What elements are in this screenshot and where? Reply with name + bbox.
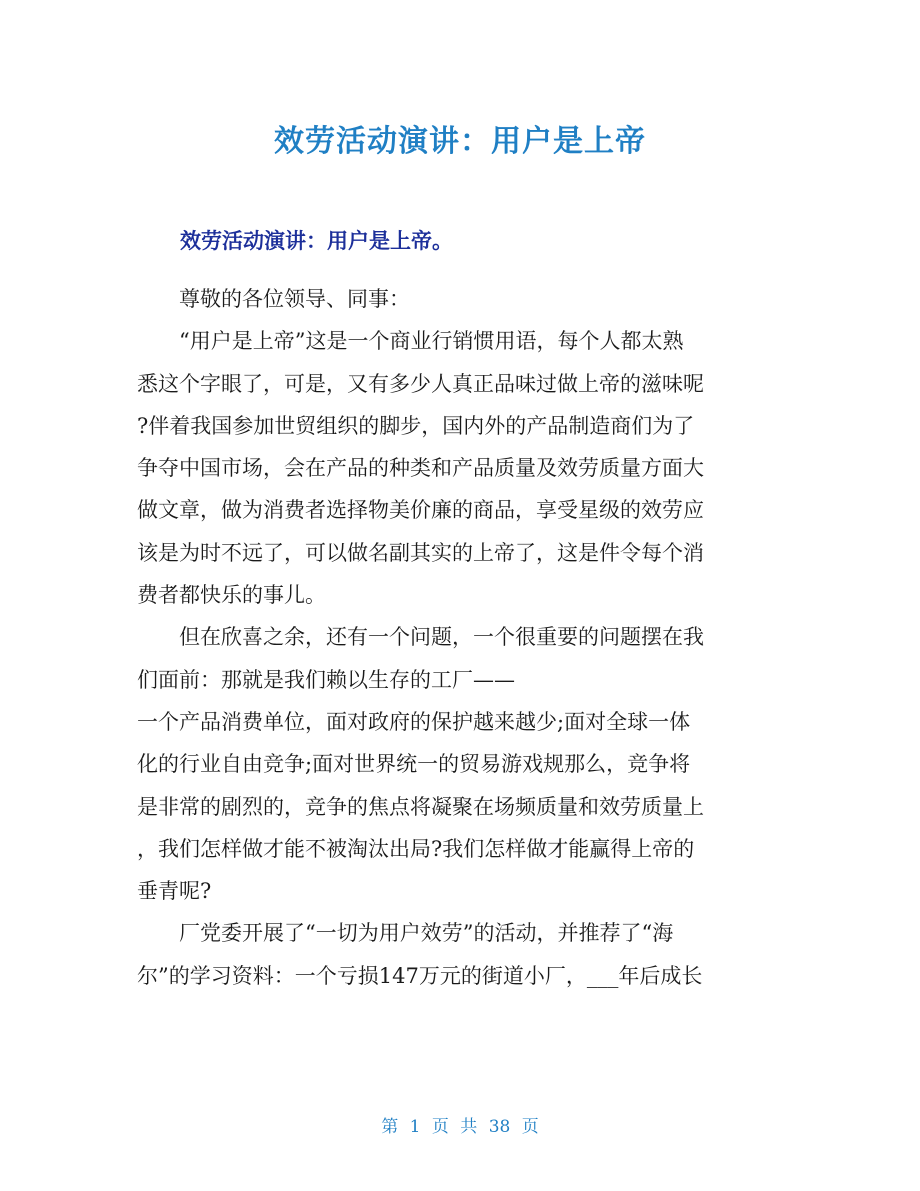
body-line: 尊敬的各位领导、同事： bbox=[137, 287, 410, 311]
document-subtitle: 效劳活动演讲：用户是上帝。 bbox=[180, 229, 453, 253]
body-line: 垂青呢? bbox=[137, 879, 212, 904]
body-line: 厂党委开展了“一切为用户效劳”的活动，并推荐了“海 bbox=[137, 921, 674, 946]
body-line: 做文章，做为消费者选择物美价廉的商品，享受星级的效劳应 bbox=[137, 498, 704, 523]
body-line: 悉这个字眼了，可是，又有多少人真正品味过做上帝的滋味呢 bbox=[137, 371, 704, 396]
body-line: ，我们怎样做才能不被淘汰出局?我们怎样做才能赢得上帝的 bbox=[137, 836, 695, 861]
body-line: 该是为时不远了，可以做名副其实的上帝了，这是件令每个消 bbox=[137, 540, 704, 565]
document-body bbox=[137, 278, 785, 997]
body-line: 尔”的学习资料：一个亏损147万元的街道小厂，___年后成长 bbox=[137, 963, 703, 988]
page-number-footer: 第 1 页 共 38 页 bbox=[381, 1117, 539, 1137]
body-line: 化的行业自由竞争;面对世界统一的贸易游戏规那么，竞争将 bbox=[137, 752, 691, 777]
body-line: ?伴着我国参加世贸组织的脚步，国内外的产品制造商们为了 bbox=[137, 413, 695, 438]
body-line: 一个产品消费单位，面对政府的保护越来越少;面对全球一体 bbox=[137, 709, 691, 734]
body-line: 们面前：那就是我们赖以生存的工厂—— bbox=[137, 667, 515, 692]
body-line: 争夺中国市场，会在产品的种类和产品质量及效劳质量方面大 bbox=[137, 456, 704, 481]
body-line: 是非常的剧烈的，竞争的焦点将凝聚在场频质量和效劳质量上 bbox=[137, 794, 704, 819]
body-line: 但在欣喜之余，还有一个问题，一个很重要的问题摆在我 bbox=[137, 625, 704, 650]
body-line: 费者都快乐的事儿。 bbox=[137, 583, 326, 608]
document-title: 效劳活动演讲：用户是上帝 bbox=[274, 124, 646, 159]
body-line: “用户是上帝”这是一个商业行销惯用语，每个人都太熟 bbox=[137, 329, 684, 354]
